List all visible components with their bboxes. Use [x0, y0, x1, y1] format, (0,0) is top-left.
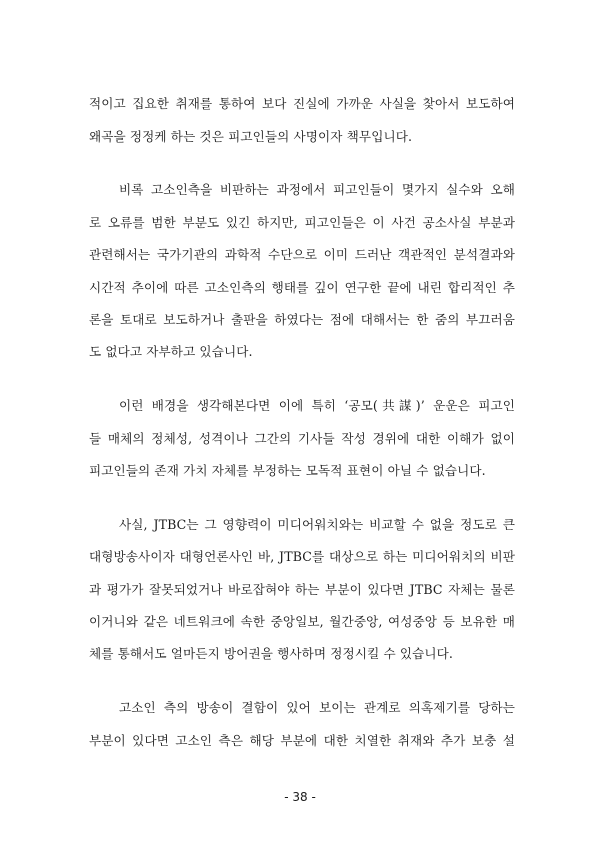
page-number: - 38 -: [284, 790, 316, 804]
text-line: 왜곡을 정정케 하는 것은 피고인들의 사명이자 책무입니다.: [89, 129, 413, 144]
text-line: 이거니와 같은 네트워크에 속한 중앙일보, 월간중앙, 여성중앙 등 보유한 매: [89, 614, 515, 629]
text-line: 대형방송사이자 대형언론사인 바, JTBC를 대상으로 하는 미디어워치의 비판: [89, 549, 515, 564]
text-line: 체를 통해서도 얼마든지 방어권을 행사하며 정정시킬 수 있습니다.: [89, 646, 453, 661]
text-line: 적이고 집요한 취재를 통하여 보다 진실에 가까운 사실을 찾아서 보도하여: [89, 96, 515, 111]
text-line: 론을 토대로 보도하거나 출판을 하였다는 점에 대해서는 한 줌의 부끄러움: [89, 312, 515, 327]
text-line: 과 평가가 잘못되었거나 바로잡혀야 하는 부분이 있다면 JTBC 자체는 물론: [89, 582, 515, 597]
text-line: 이런 배경을 생각해본다면 이에 특히 ‘공모(共謀)’ 운운은 피고인: [119, 398, 515, 413]
text-line: 비록 고소인측을 비판하는 과정에서 피고인들이 몇가지 실수와 오해: [119, 182, 515, 197]
text-line: 고소인 측의 방송이 결함이 있어 보이는 관계로 의혹제기를 당하는: [119, 700, 515, 715]
text-line: 피고인들의 존재 가치 자체를 부정하는 모독적 표현이 아닐 수 없습니다.: [89, 463, 486, 478]
text-line: 들 매체의 정체성, 성격이나 그간의 기사들 작성 경위에 대한 이해가 없이: [89, 431, 515, 446]
text-line: 시간적 추이에 따른 고소인측의 행태를 깊이 연구한 끝에 내린 합리적인 추: [89, 280, 515, 295]
text-line: 로 오류를 범한 부분도 있긴 하지만, 피고인들은 이 사건 공소사실 부분과: [89, 215, 515, 230]
text-line: 부분이 있다면 고소인 측은 해당 부분에 대한 치열한 취재와 추가 보충 설: [89, 733, 515, 748]
text-line: 사실, JTBC는 그 영향력이 미디어워치와는 비교할 수 없을 정도로 큰: [119, 517, 515, 532]
text-line: 도 없다고 자부하고 있습니다.: [89, 344, 253, 359]
text-line: 관련해서는 국가기관의 과학적 수단으로 이미 드러난 객관적인 분석결과와: [89, 247, 515, 262]
